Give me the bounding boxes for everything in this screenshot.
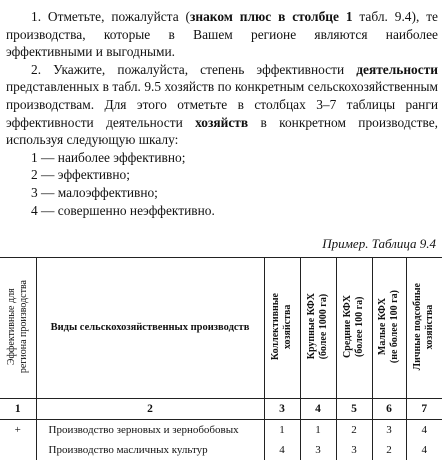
rank-cell: 4 bbox=[406, 420, 442, 441]
rank-cell: 3 bbox=[300, 440, 336, 460]
column-number: 3 bbox=[264, 399, 300, 420]
header-medium-kfh: Средние КФХ (более 100 га) bbox=[336, 258, 372, 399]
table-row bbox=[0, 420, 442, 441]
paragraph-1: 1. Отметьте, пожалуйста (знаком плюс в столбце 1 табл. 9.4), те производства, которые в Вашем регионе являются наиболее эффективными и выгодными. bbox=[6, 9, 438, 60]
effective-mark bbox=[0, 440, 36, 460]
column-number: 7 bbox=[406, 399, 442, 420]
header-large-kfh: Крупные КФХ (более 1000 га) bbox=[300, 258, 336, 399]
column-number: 5 bbox=[336, 399, 372, 420]
rank-cell: 1 bbox=[300, 420, 336, 441]
instructions bbox=[6, 8, 438, 219]
header-collective: Коллективные хозяйства bbox=[264, 258, 300, 399]
production-name: Производство масличных культур bbox=[36, 440, 264, 460]
column-number: 1 bbox=[0, 399, 36, 420]
rank-cell: 3 bbox=[372, 420, 406, 441]
rank-cell: 3 bbox=[336, 440, 372, 460]
header-production-types: Виды сельскохозяйственных производств bbox=[36, 258, 264, 399]
scale-item: 2 — эффективно; bbox=[31, 167, 130, 183]
scale-item: 4 — совершенно неэффективно. bbox=[31, 202, 215, 218]
paragraph-2: 2. Укажите, пожалуйста, степень эффективности деятельности представленных в табл. 9.5 хозяйств по конкретным сельскохозяйственным производствам. Для этого отметьте в столбцах 3–7 таблицы ранги эффективности деятельности хозяйств в конкретном производстве, используя следующую шкалу: bbox=[6, 61, 438, 148]
effective-mark: + bbox=[14, 424, 21, 436]
rank-cell: 4 bbox=[406, 440, 442, 460]
effectiveness-table bbox=[0, 257, 442, 460]
scale-item: 1 — наиболее эффективно; bbox=[31, 149, 186, 165]
column-number: 4 bbox=[300, 399, 336, 420]
rank-cell: 2 bbox=[372, 440, 406, 460]
header-personal: Личные подсобные хозяйства bbox=[406, 258, 442, 399]
column-number-row bbox=[0, 399, 442, 420]
table-header-row bbox=[0, 258, 442, 399]
production-name: Производство зерновых и зернобобовых bbox=[36, 420, 264, 441]
rank-cell: 1 bbox=[264, 420, 300, 441]
table-row bbox=[0, 440, 442, 460]
column-number: 6 bbox=[372, 399, 406, 420]
header-small-kfh: Малые КФХ (не более 100 га) bbox=[372, 258, 406, 399]
rank-cell: 4 bbox=[264, 440, 300, 460]
example-caption: Пример. Таблица 9.4 bbox=[322, 236, 436, 251]
header-effective: Эффективные для региона производства bbox=[0, 258, 36, 399]
column-number: 2 bbox=[36, 399, 264, 420]
rank-cell: 2 bbox=[336, 420, 372, 441]
scale-item: 3 — малоэффективно; bbox=[31, 184, 158, 200]
